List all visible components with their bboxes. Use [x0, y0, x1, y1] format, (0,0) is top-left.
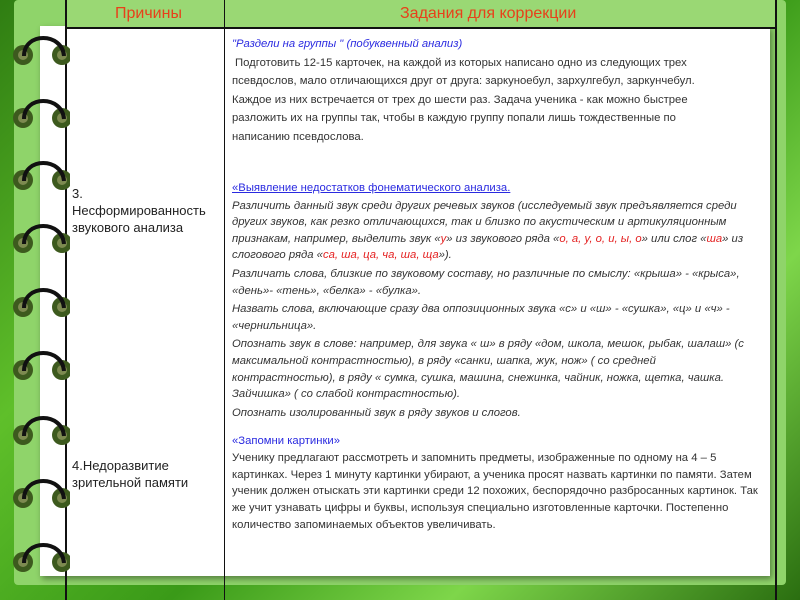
binder-ring-icon	[10, 473, 70, 513]
task-groups-text: Подготовить 12-15 карточек, на каждой из которых написано одно из следующих трех псевдослов, мало отличающихся друг от друга: заркуноебул, зархулгебул, заркунчебул. Каждое из них встречается от трех до шести раз. Задача ученика - как можно быстрее разложить их на группы так, чтобы в каждую группу попали лишь тождественные по написанию псевдослова.	[232, 56, 695, 143]
table-header	[65, 0, 776, 29]
header-causes: Причины	[115, 5, 182, 22]
text: » из звукового ряда «	[446, 232, 560, 245]
binder-ring-icon	[10, 218, 70, 258]
highlight: о, а, у, о, и, ы, о	[559, 232, 642, 245]
task-phonemic-p5: Опознать изолированный звук в ряду звуков и слогов.	[232, 406, 521, 419]
binder-ring-icon	[10, 30, 70, 70]
task-phonemic-p1	[232, 198, 772, 264]
text: Различить данный звук среди других речевых звуков (исследуемый звук предъявляется среди других звуков, как резко отличающихся, так и близко по акустическим и артикуляционным признакам, например, выделить звук «	[232, 199, 737, 245]
cause-phonemic: 3. Несформированность звукового анализа	[72, 186, 206, 235]
binder-ring-icon	[10, 93, 70, 133]
task-groups-title: "Раздели на группы " (побуквенный анализ)	[232, 38, 463, 50]
task-groups	[232, 35, 772, 147]
table-column-divider	[224, 0, 225, 600]
header-tasks: Задания для коррекции	[400, 5, 577, 22]
binder-ring-icon	[10, 282, 70, 322]
highlight: ша	[706, 232, 723, 245]
binder-ring-icon	[10, 345, 70, 385]
table-border-right	[775, 0, 777, 600]
task-pictures	[232, 433, 772, 534]
task-pictures-text: Ученику предлагают рассмотреть и запомнить предметы, изображенные по одному на 4 – 5 картинках. Через 1 минуту картинки убирают, а ученика просят назвать картинки по памяти. Затем ученик должен отыскать эти картинки среди 12 похожих, беспорядочно разбросанных картинок. Так же учит узнавать цифры и буквы, используя специально изготовленные карточки. Постепенно количество запоминаемых объектов увеличивать.	[232, 451, 758, 531]
binder-ring-icon	[10, 410, 70, 450]
task-pictures-title: «Запомни картинки»	[232, 435, 341, 447]
task-phonemic	[232, 180, 772, 421]
highlight: у	[440, 232, 447, 245]
text: » из слогового ряда «	[232, 232, 744, 262]
task-phonemic-p3: Назвать слова, включающие сразу два оппозиционных звука «с» и «ш» - «сушка», «ц» и «ч» - «чернильница».	[232, 303, 730, 332]
task-phonemic-title[interactable]: «Выявление недостатков фонематического анализа.	[232, 182, 511, 194]
binder-ring-icon	[10, 155, 70, 195]
task-phonemic-p2: Различать слова, близкие по звуковому составу, но различные по смыслу: «крыша» - «крыса», «день»- «тень», «белка» - «булка».	[232, 267, 740, 297]
text: »).	[438, 249, 452, 262]
text: » или слог «	[641, 232, 707, 245]
highlight: са, ша, ца, ча, ша, ща	[322, 249, 439, 262]
binder-ring-icon	[10, 537, 70, 577]
task-phonemic-p4: Опознать звук в слове: например, для звука « ш» в ряду «дом, школа, мешок, рыбак, шалаш» (с максимальной контрастностью), в ряду «санки, шапка, жук, нож» ( со средней контрастностью), в ряду « сумка, сушка, машина, снежинка, чайник, ножка, щетка, чашка. Зайчишка» ( со слабой контрастностью).	[232, 338, 744, 401]
cause-visual-memory: 4.Недоразвитие зрительной памяти	[72, 458, 189, 490]
